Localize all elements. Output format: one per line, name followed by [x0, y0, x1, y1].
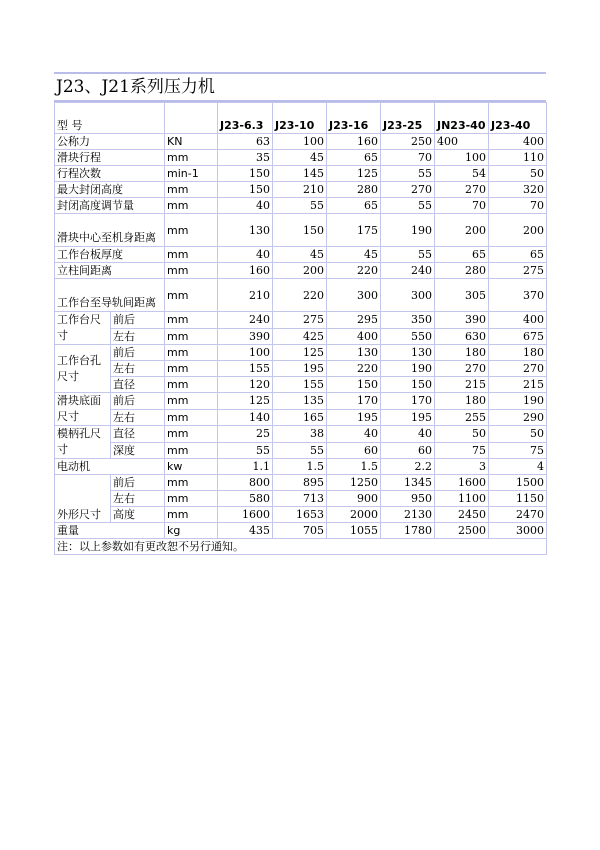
value-cell: 2130: [381, 507, 435, 523]
footnote-row: [55, 539, 547, 555]
value-cell: 705: [273, 523, 327, 539]
value-cell: 1600: [218, 507, 273, 523]
value-cell: 280: [435, 263, 489, 279]
value-cell: 240: [381, 263, 435, 279]
value-cell: 190: [381, 214, 435, 247]
value-cell: 210: [273, 182, 327, 198]
sub-param-name: 高度: [111, 507, 165, 523]
value-cell: 125: [218, 393, 273, 410]
value-cell: 2500: [435, 523, 489, 539]
sub-param-name: 直径: [111, 377, 165, 393]
value-cell: 55: [273, 442, 327, 459]
value-cell: 190: [381, 361, 435, 377]
value-cell: 55: [381, 198, 435, 214]
value-cell: 275: [489, 263, 547, 279]
value-cell: 130: [381, 345, 435, 361]
value-cell: 950: [381, 491, 435, 507]
param-unit: mm: [165, 361, 218, 377]
table-row: [55, 182, 547, 198]
value-cell: 280: [327, 182, 381, 198]
param-unit: mm: [165, 198, 218, 214]
value-cell: 900: [327, 491, 381, 507]
group-name: 工作台尺寸: [55, 312, 111, 345]
sheet-title: J23、J21系列压力机: [54, 72, 546, 102]
param-unit: mm: [165, 263, 218, 279]
value-cell: 145: [273, 166, 327, 182]
param-unit: kg: [165, 523, 218, 539]
value-cell: 75: [435, 442, 489, 459]
table-row: [55, 361, 547, 377]
table-row: [55, 475, 547, 491]
model-header: J23-10: [273, 103, 327, 134]
value-cell: 210: [218, 279, 273, 312]
param-unit: mm: [165, 442, 218, 459]
value-cell: 4: [489, 459, 547, 475]
value-cell: 3: [435, 459, 489, 475]
value-cell: 1653: [273, 507, 327, 523]
value-cell: 45: [273, 247, 327, 263]
param-name: 滑块行程: [55, 150, 165, 166]
value-cell: 3000: [489, 523, 547, 539]
value-cell: 713: [273, 491, 327, 507]
group-name: 滑块底面尺寸: [55, 393, 111, 426]
param-unit: mm: [165, 507, 218, 523]
value-cell: 270: [381, 182, 435, 198]
value-cell: 100: [273, 134, 327, 150]
value-cell: 165: [273, 409, 327, 426]
param-unit: kw: [165, 459, 218, 475]
value-cell: 220: [327, 361, 381, 377]
param-name: 工作台板厚度: [55, 247, 165, 263]
sub-param-name: 前后: [111, 345, 165, 361]
value-cell: 45: [273, 150, 327, 166]
value-cell: 38: [273, 426, 327, 443]
param-name: 封闭高度调节量: [55, 198, 165, 214]
value-cell: 200: [273, 263, 327, 279]
value-cell: 895: [273, 475, 327, 491]
value-cell: 150: [327, 377, 381, 393]
value-cell: 300: [381, 279, 435, 312]
value-cell: 2450: [435, 507, 489, 523]
value-cell: 150: [273, 214, 327, 247]
value-cell: 25: [218, 426, 273, 443]
table-row: [55, 198, 547, 214]
value-cell: 435: [218, 523, 273, 539]
value-cell: 425: [273, 328, 327, 345]
sub-param-name: 深度: [111, 442, 165, 459]
param-unit: min-1: [165, 166, 218, 182]
value-cell: 195: [273, 361, 327, 377]
value-cell: 65: [435, 247, 489, 263]
value-cell: 270: [435, 361, 489, 377]
value-cell: 175: [327, 214, 381, 247]
value-cell: 65: [327, 198, 381, 214]
sub-param-name: 直径: [111, 426, 165, 443]
sub-param-name: 左右: [111, 409, 165, 426]
value-cell: 100: [435, 150, 489, 166]
value-cell: 190: [489, 393, 547, 410]
model-header: J23-25: [381, 103, 435, 134]
param-unit: mm: [165, 426, 218, 443]
value-cell: 180: [435, 345, 489, 361]
value-cell: 63: [218, 134, 273, 150]
value-cell: 170: [381, 393, 435, 410]
value-cell: 195: [381, 409, 435, 426]
group-name: 模柄孔尺寸: [55, 426, 111, 459]
table-row: [55, 523, 547, 539]
value-cell: 170: [327, 393, 381, 410]
value-cell: 2000: [327, 507, 381, 523]
value-cell: 550: [381, 328, 435, 345]
value-cell: 150: [381, 377, 435, 393]
value-cell: 55: [273, 198, 327, 214]
table-header-row: [55, 103, 547, 134]
value-cell: 50: [489, 426, 547, 443]
param-name: 公称力: [55, 134, 165, 150]
param-unit: mm: [165, 247, 218, 263]
table-row: [55, 328, 547, 345]
table-row: [55, 491, 547, 507]
value-cell: 675: [489, 328, 547, 345]
param-unit: mm: [165, 279, 218, 312]
value-cell: 130: [327, 345, 381, 361]
param-name: 立柱间距离: [55, 263, 165, 279]
value-cell: 1055: [327, 523, 381, 539]
param-unit: mm: [165, 312, 218, 329]
value-cell: 800: [218, 475, 273, 491]
sub-param-name: 前后: [111, 475, 165, 491]
value-cell: 1250: [327, 475, 381, 491]
param-name: 重量: [55, 523, 165, 539]
table-row: [55, 426, 547, 443]
value-cell: 215: [489, 377, 547, 393]
value-cell: 1.5: [273, 459, 327, 475]
value-cell: 215: [435, 377, 489, 393]
param-unit: mm: [165, 345, 218, 361]
table-row: [55, 134, 547, 150]
value-cell: 1.5: [327, 459, 381, 475]
value-cell: 110: [489, 150, 547, 166]
group-name: 工作台孔尺寸: [55, 345, 111, 393]
value-cell: 125: [273, 345, 327, 361]
value-cell: 400: [435, 134, 489, 150]
value-cell: 180: [489, 345, 547, 361]
value-cell: 70: [381, 150, 435, 166]
table-row: [55, 247, 547, 263]
param-unit: mm: [165, 182, 218, 198]
value-cell: 1100: [435, 491, 489, 507]
table-row: [55, 263, 547, 279]
param-name: 电动机: [55, 459, 165, 475]
table-row: [55, 166, 547, 182]
sub-param-name: 左右: [111, 361, 165, 377]
value-cell: 130: [218, 214, 273, 247]
param-unit: mm: [165, 377, 218, 393]
param-unit: KN: [165, 134, 218, 150]
value-cell: 70: [489, 198, 547, 214]
sub-param-name: 前后: [111, 312, 165, 329]
table-row: [55, 409, 547, 426]
value-cell: 220: [327, 263, 381, 279]
param-unit: mm: [165, 150, 218, 166]
value-cell: 50: [489, 166, 547, 182]
sub-param-name: 左右: [111, 491, 165, 507]
value-cell: 270: [489, 361, 547, 377]
param-name: 最大封闭高度: [55, 182, 165, 198]
param-unit: mm: [165, 409, 218, 426]
value-cell: 150: [218, 182, 273, 198]
value-cell: 120: [218, 377, 273, 393]
param-name: 行程次数: [55, 166, 165, 182]
param-unit: mm: [165, 214, 218, 247]
value-cell: 45: [327, 247, 381, 263]
value-cell: 40: [218, 198, 273, 214]
footnote: 注：以上参数如有更改恕不另行通知。: [55, 539, 547, 555]
value-cell: 1345: [381, 475, 435, 491]
value-cell: 160: [218, 263, 273, 279]
value-cell: 320: [489, 182, 547, 198]
value-cell: 195: [327, 409, 381, 426]
value-cell: 55: [381, 166, 435, 182]
value-cell: 35: [218, 150, 273, 166]
value-cell: 400: [327, 328, 381, 345]
value-cell: 1150: [489, 491, 547, 507]
value-cell: 255: [435, 409, 489, 426]
value-cell: 295: [327, 312, 381, 329]
value-cell: 400: [489, 312, 547, 329]
value-cell: 2470: [489, 507, 547, 523]
table-row: [55, 150, 547, 166]
model-header: J23-16: [327, 103, 381, 134]
value-cell: 290: [489, 409, 547, 426]
value-cell: 250: [381, 134, 435, 150]
value-cell: 65: [327, 150, 381, 166]
value-cell: 200: [435, 214, 489, 247]
value-cell: 100: [218, 345, 273, 361]
value-cell: 240: [218, 312, 273, 329]
param-unit: mm: [165, 475, 218, 491]
value-cell: 1.1: [218, 459, 273, 475]
value-cell: 50: [435, 426, 489, 443]
model-header: JN23-40: [435, 103, 489, 134]
value-cell: 54: [435, 166, 489, 182]
value-cell: 55: [218, 442, 273, 459]
spec-sheet: [54, 72, 546, 555]
param-unit: mm: [165, 328, 218, 345]
model-header: J23-40: [489, 103, 547, 134]
value-cell: 580: [218, 491, 273, 507]
model-header: J23-6.3: [218, 103, 273, 134]
value-cell: 390: [435, 312, 489, 329]
value-cell: 390: [218, 328, 273, 345]
table-row: [55, 279, 547, 312]
table-row: [55, 377, 547, 393]
param-unit: mm: [165, 491, 218, 507]
value-cell: 40: [327, 426, 381, 443]
value-cell: 155: [273, 377, 327, 393]
value-cell: 370: [489, 279, 547, 312]
table-row: [55, 312, 547, 329]
value-cell: 135: [273, 393, 327, 410]
value-cell: 1780: [381, 523, 435, 539]
unit-header-cell: [165, 103, 218, 134]
value-cell: 270: [435, 182, 489, 198]
value-cell: 160: [327, 134, 381, 150]
table-row: [55, 459, 547, 475]
value-cell: 630: [435, 328, 489, 345]
table-row: [55, 393, 547, 410]
value-cell: 70: [435, 198, 489, 214]
value-cell: 1500: [489, 475, 547, 491]
table-row: [55, 442, 547, 459]
value-cell: 55: [381, 247, 435, 263]
value-cell: 40: [218, 247, 273, 263]
value-cell: 180: [435, 393, 489, 410]
sub-param-name: 前后: [111, 393, 165, 410]
value-cell: 400: [489, 134, 547, 150]
table-row: [55, 345, 547, 361]
param-unit: mm: [165, 393, 218, 410]
value-cell: 1600: [435, 475, 489, 491]
value-cell: 150: [218, 166, 273, 182]
model-label: 型 号: [55, 103, 165, 134]
table-row: [55, 507, 547, 523]
value-cell: 75: [489, 442, 547, 459]
value-cell: 200: [489, 214, 547, 247]
sub-param-name: 左右: [111, 328, 165, 345]
value-cell: 140: [218, 409, 273, 426]
value-cell: 350: [381, 312, 435, 329]
table-row: [55, 214, 547, 247]
value-cell: 125: [327, 166, 381, 182]
value-cell: 65: [489, 247, 547, 263]
value-cell: 275: [273, 312, 327, 329]
spec-table: [54, 102, 547, 555]
value-cell: 305: [435, 279, 489, 312]
param-name: 工作台至导轨间距离: [55, 279, 165, 312]
value-cell: 60: [327, 442, 381, 459]
group-name: 外形尺寸: [55, 475, 111, 523]
param-name: 滑块中心至机身距离: [55, 214, 165, 247]
value-cell: 60: [381, 442, 435, 459]
value-cell: 2.2: [381, 459, 435, 475]
value-cell: 155: [218, 361, 273, 377]
value-cell: 300: [327, 279, 381, 312]
value-cell: 220: [273, 279, 327, 312]
value-cell: 40: [381, 426, 435, 443]
